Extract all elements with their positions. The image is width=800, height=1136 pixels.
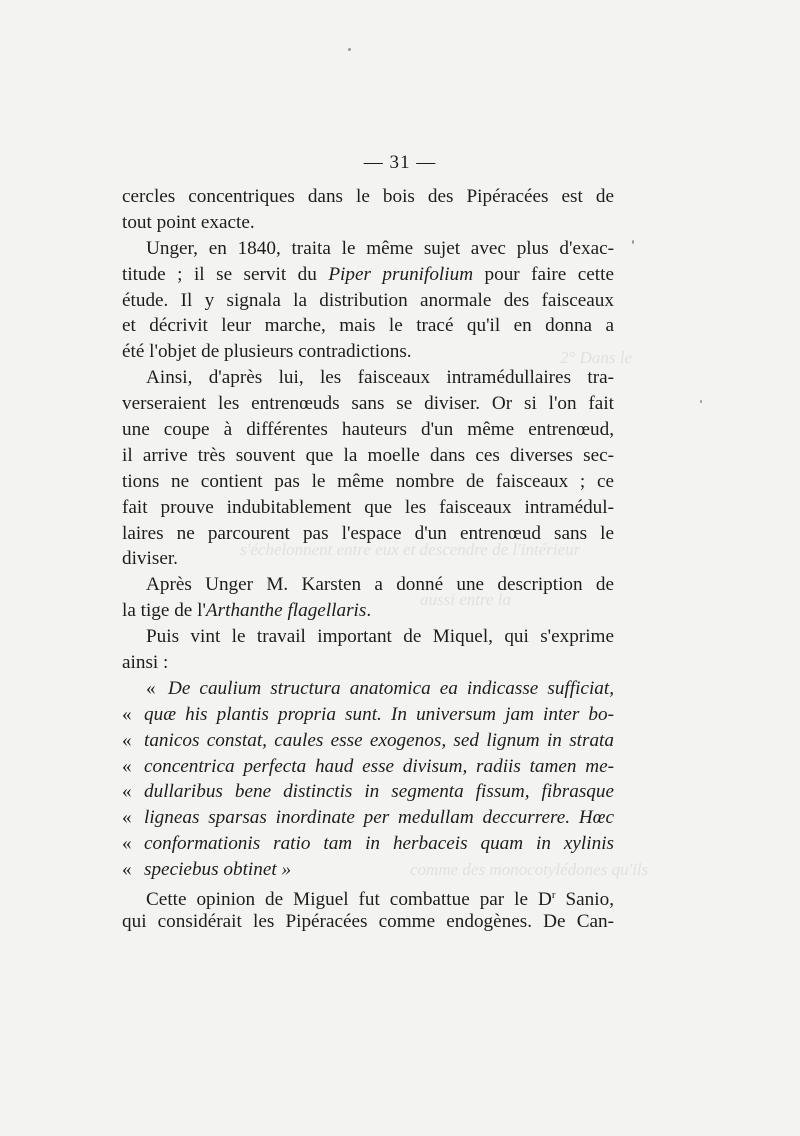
quote-line: « De caulium structura anatomica ea indicasse sufficiat,: [146, 677, 614, 699]
text-line: la tige de l'Arthanthe flagellaris.: [122, 600, 372, 622]
quote-line: « quæ his plantis propria sunt. In universum jam inter bo-: [122, 703, 614, 725]
bleed-through-text: aussi entre la: [420, 590, 511, 609]
text-line: ainsi :: [122, 652, 169, 674]
text-line: verseraient les entrenœuds sans se diviser. Or si l'on fait: [122, 393, 614, 415]
text-line: Ainsi, d'après lui, les faisceaux intramédullaires tra-: [146, 367, 614, 389]
text-line: titude ; il se servit du Piper prunifolium pour faire cette: [122, 263, 614, 285]
text-line: étude. Il y signala la distribution anormale des faisceaux: [122, 289, 614, 311]
species-name: Piper prunifolium: [328, 263, 474, 285]
page-number: — 31 —: [363, 152, 437, 173]
text-line: tout point exacte.: [122, 211, 255, 233]
quote-line: « dullaribus bene distinctis in segmenta fissum, fibrasque: [122, 781, 614, 803]
text-line: cercles concentriques dans le bois des Pipéracées est de: [122, 186, 614, 207]
bleed-through-text: s'échelonnent entre eux et descendre de l'intérieur: [240, 540, 581, 559]
quote-line: « concentrica perfecta haud esse divisum, radiis tamen me-: [122, 755, 614, 777]
body-text: [122, 184, 614, 935]
text-line: Puis vint le travail important de Miquel, qui s'exprime: [146, 626, 614, 648]
text-line: été l'objet de plusieurs contradictions.: [122, 341, 412, 363]
bleed-through-text: comme des monocotylédones qu'ils: [410, 860, 649, 879]
quote-line: « ligneas sparsas inordinate per medullam deccurrere. Hœc: [122, 807, 614, 829]
text-line: une coupe à différentes hauteurs d'un même entrenœud,: [122, 419, 614, 441]
text-line: Après Unger M. Karsten a donné une description de: [146, 574, 614, 596]
text-line: tions ne contient pas le même nombre de faisceaux ; ce: [122, 470, 614, 492]
latin-quotation: [122, 676, 614, 883]
text-line: il arrive très souvent que la moelle dans ces diverses sec-: [122, 444, 614, 466]
text-line: et décrivit leur marche, mais le tracé qu'il en donna a: [122, 315, 614, 337]
bleed-through-text: 2° Dans le: [560, 348, 632, 367]
quote-line: « conformationis ratio tam in herbaceis quam in xylinis: [122, 833, 614, 855]
text-line: qui considérait les Pipéracées comme endogènes. De Can-: [122, 910, 614, 932]
text-line: Unger, en 1840, traita le même sujet avec plus d'exac-: [146, 237, 614, 259]
species-name: Arthanthe flagellaris: [205, 600, 367, 622]
paper-speck: [632, 240, 634, 244]
text-line: laires ne parcourent pas l'espace d'un entrenœud sans le: [122, 522, 614, 544]
text-line: fait prouve indubitablement que les faisceaux intramédul-: [122, 496, 614, 518]
quote-line: « tanicos constat, caules esse exogenos, sed lignum in strata: [122, 729, 614, 751]
text-line: Cette opinion de Miguel fut combattue par le $D^r$ Sanio,: [146, 889, 614, 911]
quote-line: « speciebus obtinet »: [122, 859, 292, 881]
text-line: diviser.: [122, 548, 178, 570]
paper-speck: [348, 48, 351, 51]
paper-speck: [700, 400, 702, 403]
